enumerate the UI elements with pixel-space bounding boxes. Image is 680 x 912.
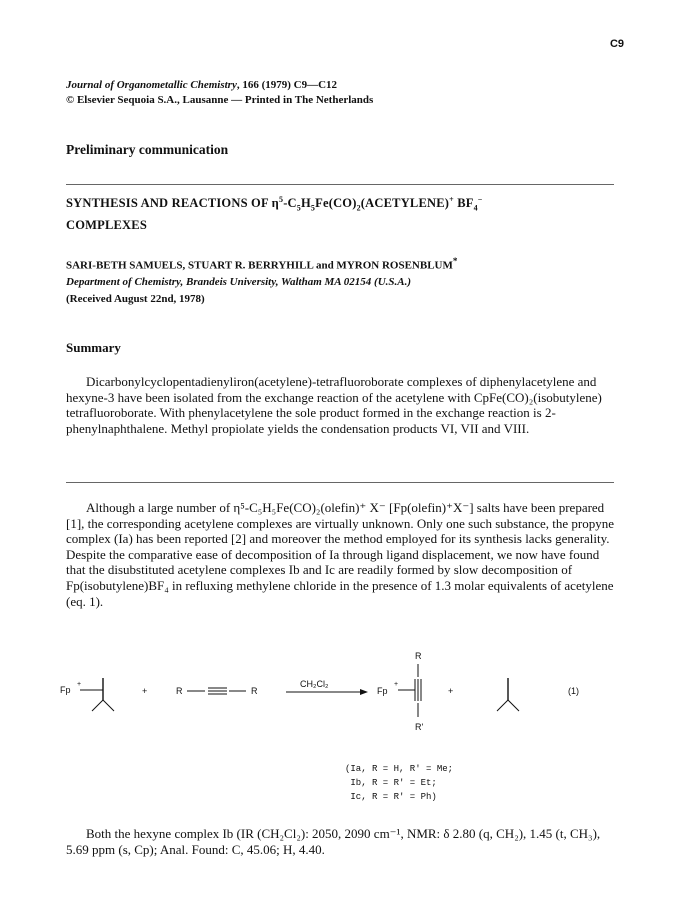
page-number: C9 — [609, 38, 624, 50]
equation-number: (1) — [568, 686, 579, 696]
solvent-label: CH₂Cl₂ — [300, 679, 329, 689]
journal-name: Journal of Organometallic Chemistry — [66, 79, 237, 91]
summary-paragraph: Dicarbonylcyclopentadienyliron(acetylene)-tetrafluoroborate complexes of diphenylacetylene and hexyne-3 have been isolated from the exchange reaction of the acetylene with CpFe(CO)₂(isobutylene) tetrafluoroborate. With phenylacetylene the sole product formed in the exchange reaction is 2-phenylnaphthalene. Methyl propiolate yields the condensation products VI, VII and VIII. — [66, 374, 602, 436]
received-date: (Received August 22nd, 1978) — [66, 293, 205, 305]
fp-left-charge: + — [77, 681, 82, 688]
article-title: SYNTHESIS AND REACTIONS OF $\eta^5-C_5H_5Fe(CO)_2(ACETYLENE)^+$ $BF_4^-$ COMPLEXES — [66, 192, 626, 233]
substituent-line-ia: (Ia, R = H, R' = Me; — [345, 764, 454, 774]
substituent-line-ic: Ic, R = R' = Ph) — [345, 792, 437, 802]
product-r-bottom: R' — [415, 722, 424, 732]
divider-top — [66, 184, 614, 185]
reaction-equation — [60, 650, 620, 762]
fp-left-label: Fp — [60, 685, 71, 695]
divider-summary — [66, 482, 614, 483]
fp-right-label: Fp — [377, 686, 388, 696]
section-heading: Preliminary communication — [66, 142, 229, 157]
authors: SARI-BETH SAMUELS, STUART R. BERRYHILL and MYRON ROSENBLUM* — [66, 256, 458, 272]
journal-header — [66, 78, 373, 108]
journal-citation — [66, 78, 373, 93]
substituent-line-ib: Ib, R = R' = Et; — [345, 778, 437, 788]
product-r-top: R — [415, 651, 422, 661]
article-title-line2: COMPLEXES — [66, 217, 147, 232]
alkyne-r-right: R — [251, 686, 258, 696]
plus-1: + — [142, 686, 148, 696]
department: Department of Chemistry, Brandeis University, Waltham MA 02154 (U.S.A.) — [66, 276, 412, 288]
summary-heading: Summary — [66, 340, 121, 355]
fp-right-charge: + — [394, 681, 399, 688]
publisher-line: © Elsevier Sequoia S.A., Lausanne — Printed in The Netherlands — [66, 94, 374, 106]
body-paragraph: Although a large number of η⁵-C₅H₅Fe(CO)₂(olefin)⁺ X⁻ [Fp(olefin)⁺X⁻] salts have been prepared [1], the corresponding acetylene complexes are virtually unknown. Only one such substance, the propyne complex (Ia) has been reported [2] and moreover the method employed for its synthesis lacks generality. Despite the comparative ease of decomposition of Ia through ligand displacement, we now have found that the disubstituted acetylene complexes Ib and Ic are readily formed by slow decomposition of Fp(isobutylene)BF₄ in refluxing methylene chloride in the presence of 1.3 molar equivalents of acetylene (eq. 1). — [66, 500, 614, 609]
final-paragraph: Both the hexyne complex Ib (IR (CH₂Cl₂): 2050, 2090 cm⁻¹, NMR: δ 2.80 (q, CH₂), 1.45 (t, CH₃), 5.69 ppm (s, Cp); Anal. Found: C, 45.06; H, 4.40. — [66, 826, 601, 857]
plus-2: + — [448, 686, 454, 696]
journal-volume: , 166 (1979) C9—C12 — [236, 79, 338, 91]
equation-substituents — [345, 762, 453, 804]
alkyne-r-left: R — [176, 686, 183, 696]
